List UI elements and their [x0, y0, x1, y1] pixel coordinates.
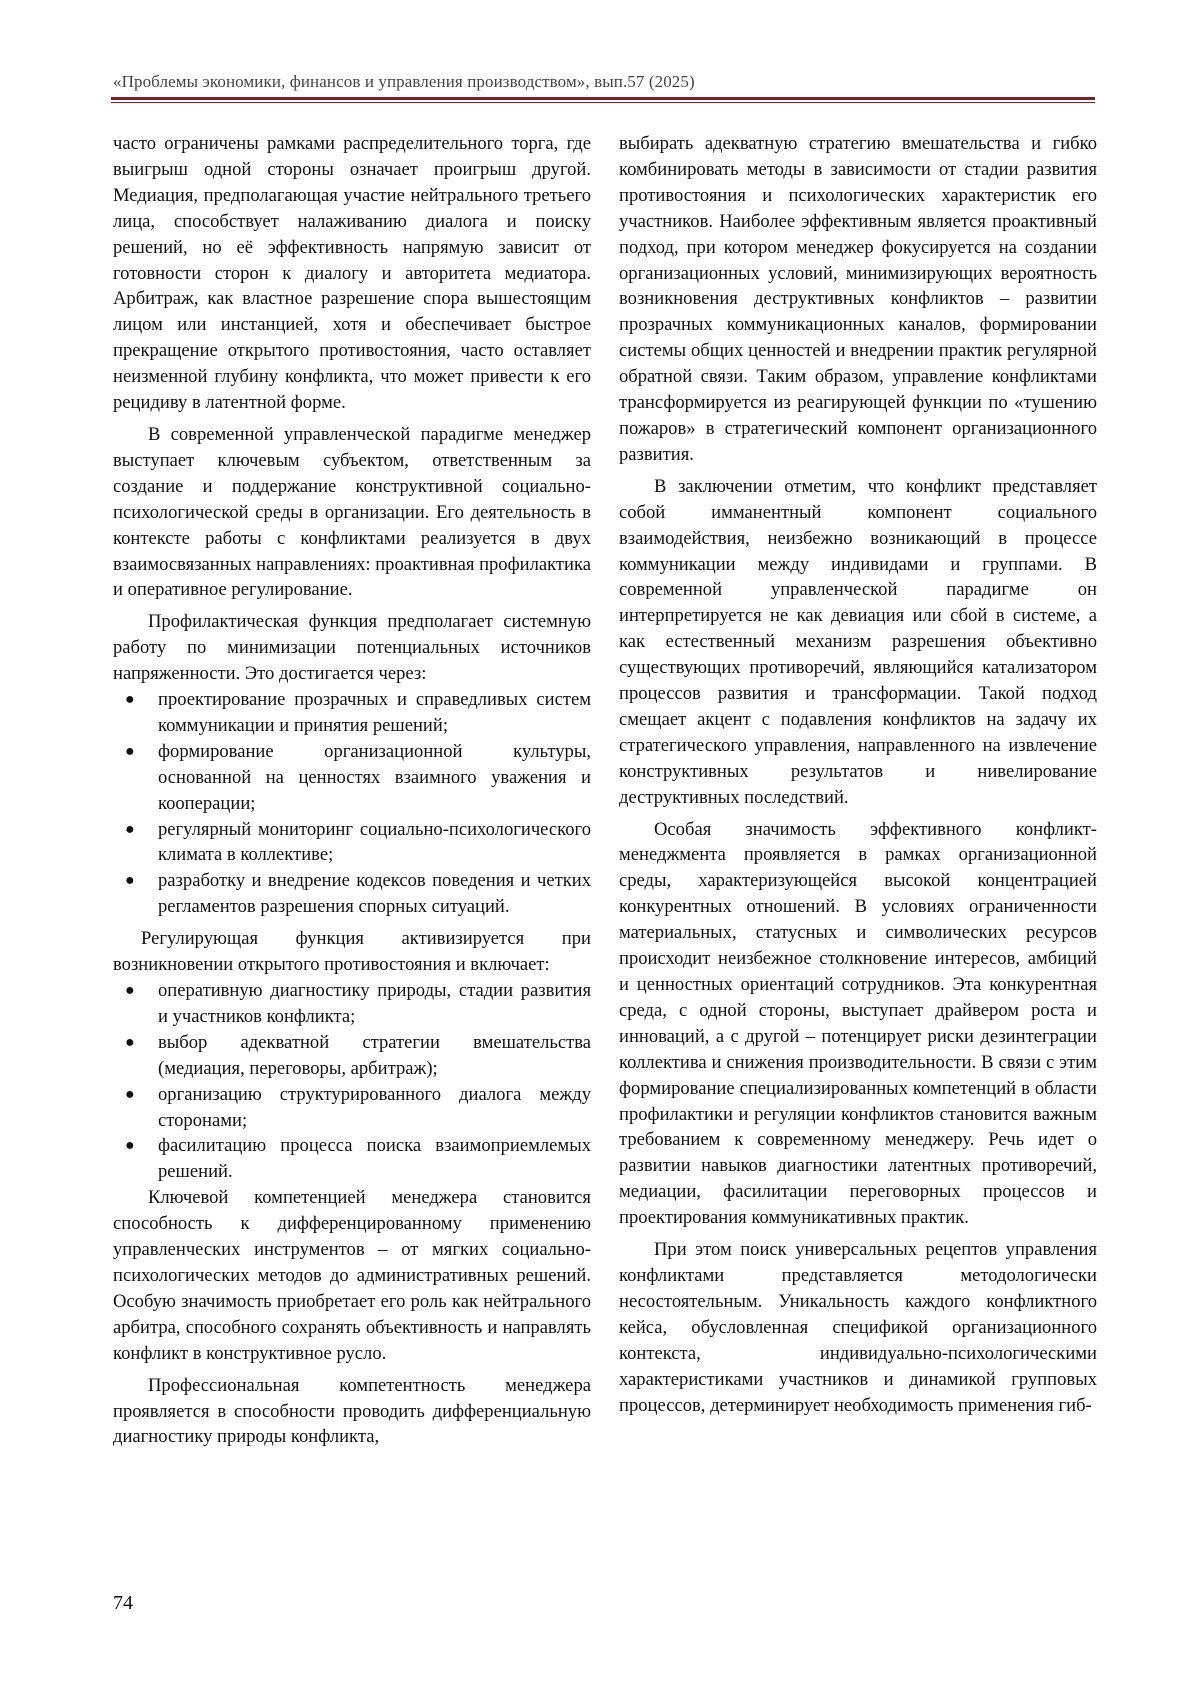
- list-item: ● разработку и внедрение кодексов поведения и четких регламентов разрешения спорных ситуаций.: [125, 870, 591, 918]
- paragraph: При этом поиск универсальных рецептов управления конфликтами представляется методологически несостоятельным. Уникальность каждого конфликтного кейса, обусловленная спецификой организационного контекста, индивидуально-психологическими характеристиками участников и динамикой групповых процессов, детерминирует необходимость применения гиб-: [619, 1239, 1097, 1416]
- list-item: ● оперативную диагностику природы, стадии развития и участников конфликта;: [125, 980, 591, 1027]
- header-rule-thin: [111, 102, 1095, 103]
- bullet-icon: ●: [125, 1085, 135, 1103]
- bullet-icon: ●: [125, 820, 135, 838]
- paragraph: часто ограничены рамками распределительного торга, где выигрыш одной стороны означает проигрыш другой. Медиация, предполагающая участие нейтрального третьего лица, способствует налаживанию диалога и поиску решений, но её эффективность напрямую зависит от готовности сторон к диалогу и авторитета медиатора. Арбитраж, как властное разрешение спора вышестоящим лицом или инстанцией, хотя и обеспечивает быстрое прекращение открытого противостояния, часто оставляет неизменной глубину конфликта, что может привести к его рецидиву в латентной форме.: [113, 133, 591, 414]
- right-column: [619, 131, 1097, 1418]
- bullet-icon: ●: [125, 872, 135, 890]
- bullet-icon: ●: [125, 691, 135, 709]
- page-number: 74: [113, 1592, 133, 1614]
- list-item: ● регулярный мониторинг социально-психологического климата в коллективе;: [125, 818, 591, 866]
- left-column: [113, 131, 591, 1450]
- paragraph: В современной управленческой парадигме менеджер выступает ключевым субъектом, ответственным за создание и поддержание конструктивной социально-психологической среды в организации. Его деятельность в контексте работы с конфликтами реализуется в двух взаимосвязанных направлениях: проактивная профилактика и оперативное регулирование.: [113, 423, 592, 601]
- list-item: ● выбор адекватной стратегии вмешательства (медиация, переговоры, арбитраж);: [125, 1031, 591, 1079]
- list-item: ● фасилитацию процесса поиска взаимоприемлемых решений.: [125, 1135, 591, 1183]
- bullet-icon: ●: [125, 1137, 135, 1155]
- paragraph: Особая значимость эффективного конфликт-менеджмента проявляется в рамках организационной среды, характеризующейся высокой концентрацией конкурентных отношений. В условиях ограниченности материальных, статусных и символических ресурсов происходит неизбежное столкновение интересов, амбиций и ценностных ориентаций сотрудников. Эта конкурентная среда, с одной стороны, выступает драйвером роста и инноваций, а с другой – потенцирует риски дезинтеграции коллектива и снижения производительности. В связи с этим формирование специализированных компетенций в области профилактики и регуляции конфликтов становится важным требованием к современному менеджеру. Речь идет о развитии навыков диагностики латентных противоречий, медиации, фасилитации переговорных процессов и проектирования коммуникативных практик.: [619, 818, 1097, 1229]
- bullet-list-regulation: [113, 978, 591, 1185]
- bullet-list-prevention: [113, 687, 591, 920]
- bullet-icon: ●: [125, 1033, 135, 1051]
- paragraph: Регулирующая функция активизируется при возникновении открытого противостояния и включает:: [113, 928, 591, 976]
- header-rule-thick: [111, 97, 1095, 100]
- bullet-icon: ●: [125, 742, 135, 760]
- paragraph: В заключении отметим, что конфликт представляет собой имманентный компонент социального взаимодействия, неизбежно возникающий в процессе коммуникации между индивидами и группами. В современной управленческой парадигме он интерпретируется не как девиация или сбой в системе, а как естественный механизм разрешения объективно существующих противоречий, являющийся катализатором процессов развития и трансформации. Такой подход смещает акцент с подавления конфликтов на задачу их стратегического управления, направленного на извлечение конструктивных результатов и нивелирование деструктивных последствий.: [619, 475, 1097, 808]
- running-header: «Проблемы экономики, финансов и управления производством», вып.57 (2025): [113, 72, 695, 91]
- list-item: ● формирование организационной культуры, основанной на ценностях взаимного уважения и кооперации;: [125, 740, 591, 814]
- paragraph: выбирать адекватную стратегию вмешательства и гибко комбинировать методы в зависимости от стадии развития противостояния и психологических характеристик его участников. Наиболее эффективным является проактивный подход, при котором менеджер фокусируется на создании организационных условий, минимизирующих вероятность возникновения деструктивных конфликтов – развитии прозрачных коммуникационных каналов, формировании системы общих ценностей и внедрении практик регулярной обратной связи. Таким образом, управление конфликтами трансформируется из реагирующей функции по «тушению пожаров» в стратегический компонент организационного развития.: [619, 133, 1097, 465]
- list-item: ● организацию структурированного диалога между сторонами;: [125, 1083, 591, 1131]
- list-item: ● проектирование прозрачных и справедливых систем коммуникации и принятия решений;: [125, 689, 591, 736]
- paragraph: Профилактическая функция предполагает системную работу по минимизации потенциальных источников напряженности. Это достигается через:: [113, 611, 591, 685]
- paragraph: Ключевой компетенцией менеджера становится способность к дифференцированному применению управленческих инструментов – от мягких социально-психологических методов до административных решений. Особую значимость приобретает его роль как нейтрального арбитра, способного сохранять объективность и направлять конфликт в конструктивное русло.: [113, 1187, 591, 1364]
- bullet-icon: ●: [125, 982, 135, 999]
- paragraph: Профессиональная компетентность менеджера проявляется в способности проводить дифференциальную диагностику природы конфликта,: [113, 1374, 591, 1448]
